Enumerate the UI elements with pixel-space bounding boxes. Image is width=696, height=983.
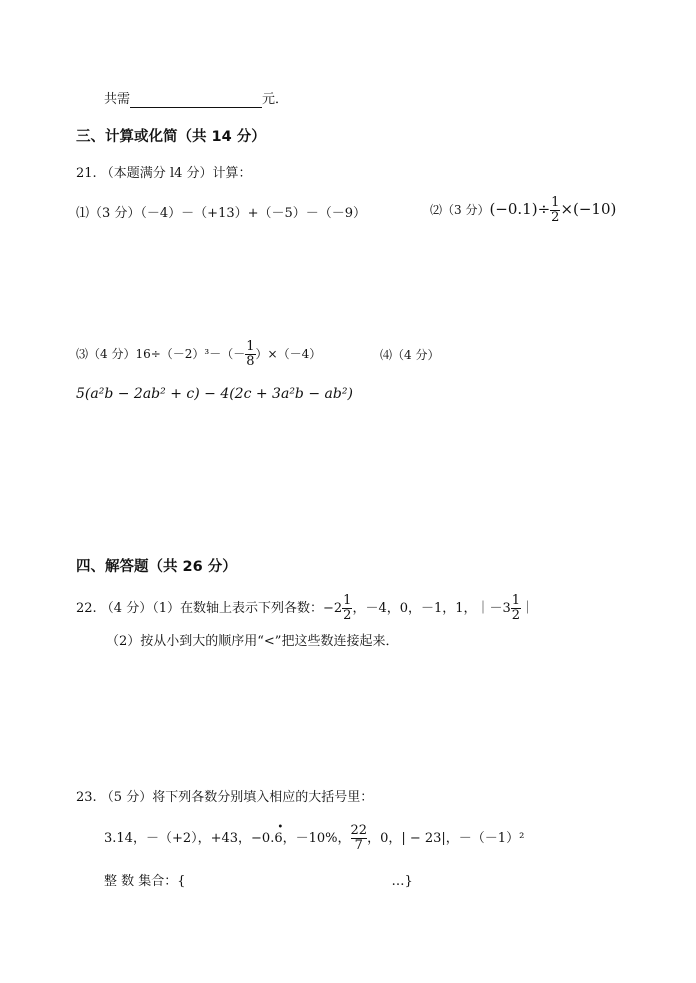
fraction-one-eighth: $\frac{1}{8}$: [246, 339, 255, 369]
q21-part3-tail: ）×（－4）: [255, 347, 322, 361]
q21-part3-label: ⑶（4 分）16÷（－2）³－（－: [76, 347, 246, 361]
q21-part2: [430, 196, 616, 225]
q21-part3: [76, 340, 321, 369]
repeat-dot-icon: •: [277, 822, 284, 833]
fraction-one-half: $\frac{1}{2}$: [343, 593, 352, 623]
q23-stem: 23. （5 分）将下列各数分别填入相应的大括号里：: [76, 790, 374, 805]
q21-part2-right: ×(−10): [560, 200, 617, 218]
q21-part4-expression: 5(a²b − 2ab² + c) − 4(2c + 3a²b − ab²): [76, 386, 353, 402]
q22-line1: [76, 594, 534, 623]
q22-line2: （2）按从小到大的顺序用“<”把这些数连接起来．: [106, 634, 399, 649]
q23-nums-c: ，0，| − 23|，－（－1）²: [367, 831, 525, 846]
q21-stem: 21. （本题满分 l4 分）计算：: [76, 166, 252, 181]
section3-title: 三、计算或化简（共 14 分）: [76, 129, 266, 145]
total-prefix: 共需: [104, 92, 131, 107]
total-cost-line: [104, 88, 288, 108]
answer-blank[interactable]: [130, 92, 262, 108]
integer-set-label: 整 数 集合：{: [104, 874, 186, 889]
integer-set-line: [104, 870, 413, 889]
fraction-twentytwo-sevenths: $\frac{22}{7}$: [350, 823, 368, 853]
fraction-one-half: $\frac{1}{2}$: [511, 593, 521, 623]
q21-part1: ⑴（3 分）（－4）－（+13）+（－5）－（－9）: [76, 206, 367, 221]
integer-set-answer-area[interactable]: [186, 874, 392, 889]
integer-set-end: …}: [391, 874, 413, 889]
q22-mid: ，－4，0，－1，1，｜－3: [352, 601, 511, 616]
q21-part2-label: ⑵（3 分）: [430, 203, 490, 217]
q23-nums-b: ，－10%，: [282, 831, 351, 846]
q21-part2-left: (−0.1)÷: [489, 200, 551, 218]
repeating-digit: • 6: [274, 822, 284, 846]
q21-part4-label: ⑷（4 分）: [380, 348, 440, 362]
total-suffix: 元．: [262, 92, 289, 107]
q22-end: ｜: [521, 601, 535, 616]
section4-title: 四、解答题（共 26 分）: [76, 559, 237, 575]
q23-nums-a: 3.14，－（+2），+43，−0.: [104, 831, 275, 846]
fraction-one-half: $\frac{1}{2}$: [551, 195, 560, 225]
q23-numbers: [104, 824, 524, 853]
q22-prefix: 22. （4 分）（1）在数轴上表示下列各数：−2: [76, 601, 343, 616]
